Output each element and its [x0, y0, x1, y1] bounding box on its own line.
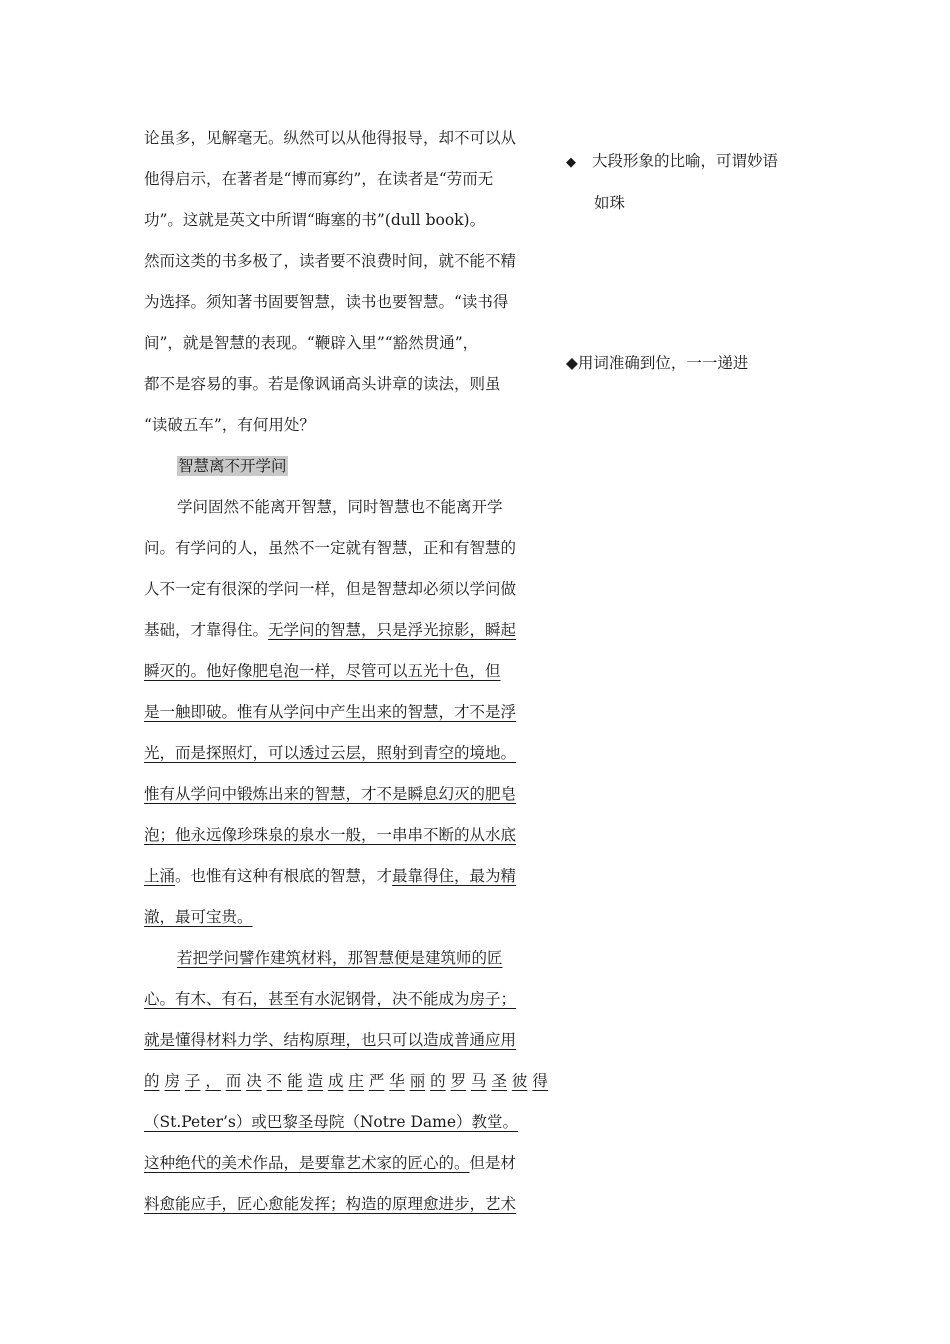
diamond-bullet-icon: ◆	[566, 354, 578, 372]
text-segment: 功”。这就是英文中所谓“晦塞的书”(dull book)。	[144, 211, 486, 229]
para1-line	[144, 118, 548, 159]
underlined-text: 光，而是探照灯，可以透过云层，照射到青空的境地。	[144, 744, 517, 762]
underlined-text: 这种绝代的美术作品，是要靠艺术家的匠心的。	[144, 1154, 470, 1172]
text-segment: 然而这类的书多极了，读者要不浪费时间，就不能不精	[144, 252, 517, 270]
para1-line	[144, 405, 548, 446]
side-note-1-line-1: 大段形象的比喻，可谓妙语	[592, 152, 779, 170]
text-char: 严	[368, 1072, 385, 1090]
para2-line	[144, 815, 548, 856]
text-char: 丽	[409, 1072, 426, 1090]
text-char: 房	[164, 1072, 180, 1090]
para3-line	[144, 1020, 548, 1061]
text-char: 而	[225, 1072, 242, 1090]
side-note-1-line-2: 如珠	[594, 194, 626, 212]
underlined-text: 若把学问譬作建筑材料，那智慧便是建筑师的匠	[177, 949, 503, 967]
underlined-text: 最靠得住，最为精	[392, 867, 517, 885]
text-char: 得	[532, 1072, 548, 1090]
para2-line	[144, 733, 548, 774]
text-segment: 基础，才靠得住。	[144, 621, 269, 639]
text-char: 造	[307, 1072, 324, 1090]
underlined-text: 就是懂得材料力学、结构原理，也只可以造成普通应用	[144, 1031, 517, 1049]
para1-line	[144, 200, 548, 241]
text-char: 决	[246, 1072, 262, 1090]
para3-line	[144, 1143, 548, 1184]
text-segment: 。也惟有这种有根底的智慧，才	[175, 867, 393, 885]
text-segment: 问。有学问的人，虽然不一定就有智慧，正和有智慧的	[144, 539, 517, 557]
text-char: 彼	[511, 1072, 528, 1090]
side-note-2-text: 用词准确到位，一一递进	[577, 354, 749, 372]
underlined-text: （St.Peter’s）或巴黎圣母院（Notre Dame）教堂。	[144, 1113, 519, 1131]
text-char: 的	[430, 1072, 446, 1090]
text-segment: “读破五车”，有何用处？	[144, 416, 315, 434]
text-char: 庄	[348, 1072, 364, 1090]
section-heading	[144, 446, 548, 487]
text-segment: 但是材	[469, 1154, 517, 1172]
underlined-text: 惟有从学问中锻炼出来的智慧，才不是瞬息幻灭的肥皂	[144, 785, 517, 803]
para2-line	[144, 774, 548, 815]
para3-line	[144, 1184, 548, 1225]
text-segment: 都不是容易的事。若是像讽诵高头讲章的读法，则虽	[144, 375, 501, 393]
heading-text: 智慧离不开学问	[178, 457, 287, 475]
text-segment: 间”，就是智慧的表现。“鞭辟入里”“豁然贯通”，	[144, 334, 479, 352]
para3-line	[144, 979, 548, 1020]
underlined-text: 瞬灭的。他好像肥皂泡一样，尽管可以五光十色，但	[144, 662, 501, 680]
underlined-text: 是一触即破。惟有从学问中产生出来的智慧，才不是浮	[144, 703, 517, 721]
para2-line	[144, 569, 548, 610]
underlined-text: 泡；他永远像珍珠泉的泉水一般，一串串不断的从水底	[144, 826, 517, 844]
text-char: 罗	[450, 1072, 467, 1090]
para1-line	[144, 364, 548, 405]
side-note-metaphor	[566, 141, 826, 224]
text-char: 马	[471, 1072, 487, 1090]
para1-line	[144, 159, 548, 200]
para2-line	[144, 651, 548, 692]
para2-line	[144, 856, 548, 897]
underlined-text: 澈，最可宝贵。	[144, 908, 253, 926]
para2-line	[144, 610, 548, 651]
para2-line	[144, 692, 548, 733]
underlined-text: 料愈能应手，匠心愈能发挥；构造的原理愈进步，艺术	[144, 1195, 517, 1213]
para3-line	[144, 1061, 548, 1102]
text-char: 能	[287, 1072, 303, 1090]
text-segment: 为选择。须知著书固要智慧，读书也要智慧。“读书得	[144, 293, 509, 311]
main-text-column	[144, 118, 548, 1225]
para3-line	[144, 1102, 548, 1143]
para3-line	[144, 938, 548, 979]
para1-line	[144, 282, 548, 323]
side-note-wording	[566, 343, 826, 384]
text-segment: 学问固然不能离开智慧，同时智慧也不能离开学	[177, 498, 503, 516]
text-char: 圣	[491, 1072, 507, 1090]
underlined-text: 上涌	[144, 867, 176, 885]
text-char: 子	[184, 1072, 201, 1090]
text-char: 华	[389, 1072, 405, 1090]
para1-line	[144, 323, 548, 364]
underlined-text: 心。有木、有石，甚至有水泥钢骨，决不能成为房子；	[144, 990, 517, 1008]
para2-line	[144, 487, 548, 528]
underlined-text: 无学问的智慧，只是浮光掠影，瞬起	[268, 621, 517, 639]
text-char: 的	[144, 1072, 160, 1090]
para2-line	[144, 528, 548, 569]
text-segment: 他得启示，在著者是“博而寡约”，在读者是“劳而无	[144, 170, 494, 188]
para2-line	[144, 897, 548, 938]
para1-line	[144, 241, 548, 282]
text-segment: 论虽多，见解毫无。纵然可以从他得报导，却不可以从	[144, 129, 517, 147]
diamond-bullet-icon: ◆	[566, 155, 576, 170]
text-char: 成	[327, 1072, 344, 1090]
text-segment: 人不一定有很深的学问一样，但是智慧却必须以学问做	[144, 580, 517, 598]
text-char: ，	[205, 1072, 221, 1090]
text-char: 不	[266, 1072, 283, 1090]
